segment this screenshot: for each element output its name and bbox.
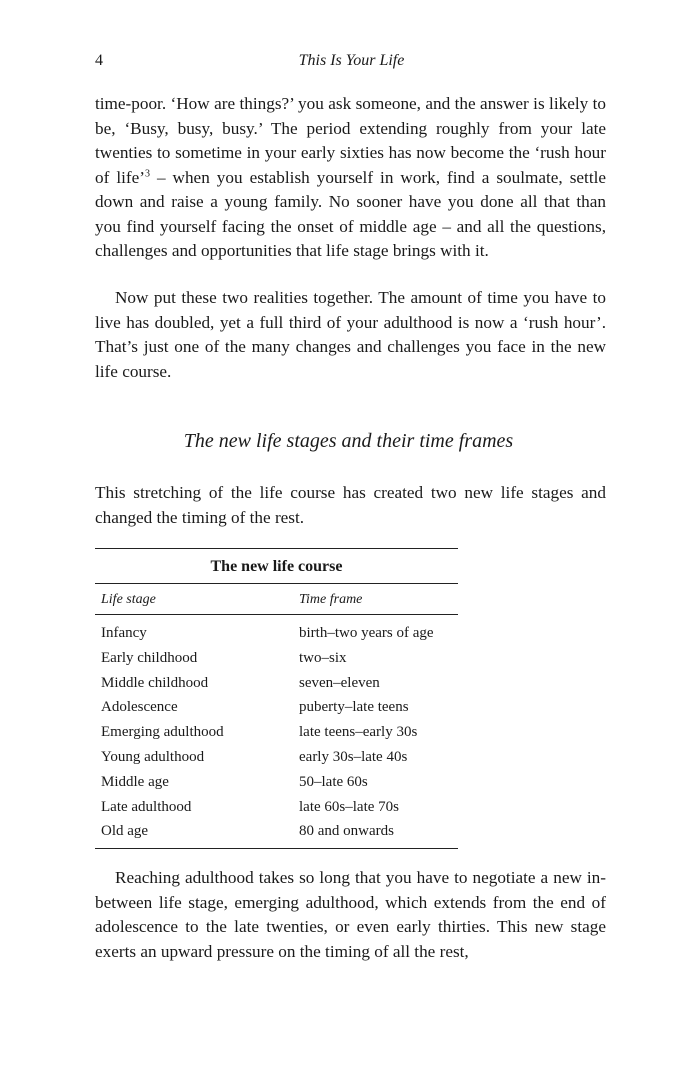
footnote-marker: 3 [144,167,150,179]
table-row [95,819,458,844]
section-heading: The new life stages and their time frames [183,430,514,452]
life-stage-cell: Middle childhood [101,674,209,691]
paragraph-4-text: Reaching adulthood takes so long that you have to negotiate a new in-between life stage, emerging adulthood, which extends from the end of adolescence to the late twenties, or even early thirties. This new stage exerts an upward pressure on the timing of all the rest, [95,868,606,961]
time-frame-cell: two–six [299,649,347,666]
table-row [95,795,458,820]
paragraph-4 [95,866,606,964]
table-header-row [95,584,458,614]
table-row [95,720,458,745]
table-body [95,615,458,848]
paragraph-2-text: Now put these two realities together. The amount of time you have to live has doubled, yet a full third of your adulthood is now a ‘rush hour’. That’s just one of the many changes and challenges you face in the new life course. [95,288,606,381]
running-title: This Is Your Life [298,52,405,69]
life-stage-cell: Early childhood [101,649,198,666]
time-frame-cell: late 60s–late 70s [299,798,399,815]
time-frame-cell: puberty–late teens [299,699,409,716]
table-row [95,770,458,795]
paragraph-3 [95,481,606,530]
time-frame-cell: late teens–early 30s [299,724,418,741]
paragraph-1-text-continued: – when you establish yourself in work, find a soulmate, settle down and raise a young family. No sooner have you done all that than you find yourself facing the onset of middle age – and all the questions, challenges and opportunities that life stage brings with it. [95,167,606,260]
life-stage-cell: Young adulthood [101,748,205,765]
time-frame-cell: seven–eleven [299,674,380,691]
paragraph-1-text: time-poor. ‘How are things?’ you ask someone, and the answer is likely to be, ‘Busy, busy, busy.’ The period extending roughly from your late twenties to sometime in your early sixties has now become the ‘rush hour of life’ [95,94,606,187]
paragraph-2 [95,286,606,384]
paragraph-3-text: This stretching of the life course has created two new life stages and changed the timing of the rest. [95,483,606,527]
life-stage-cell: Emerging adulthood [101,724,224,741]
life-stage-cell: Late adulthood [101,798,192,815]
table-row [95,621,458,646]
life-stage-cell: Adolescence [101,699,178,716]
life-course-table [95,548,458,849]
life-stage-cell: Infancy [101,625,147,641]
table-row [95,646,458,671]
time-frame-cell: early 30s–late 40s [299,748,408,765]
table-bottom-rule [95,848,458,849]
table-row [95,695,458,720]
life-stage-cell: Middle age [101,773,169,790]
table-title: The new life course [210,558,343,575]
page-number: 4 [95,52,103,69]
column-header-time-frame: Time frame [299,592,363,607]
time-frame-cell: 80 and onwards [299,823,394,840]
life-stage-cell: Old age [101,823,149,840]
time-frame-cell: birth–two years of age [299,625,434,641]
paragraph-1 [95,92,606,264]
column-header-life-stage: Life stage [101,592,156,607]
table-row [95,745,458,770]
time-frame-cell: 50–late 60s [299,773,368,790]
table-row [95,671,458,696]
